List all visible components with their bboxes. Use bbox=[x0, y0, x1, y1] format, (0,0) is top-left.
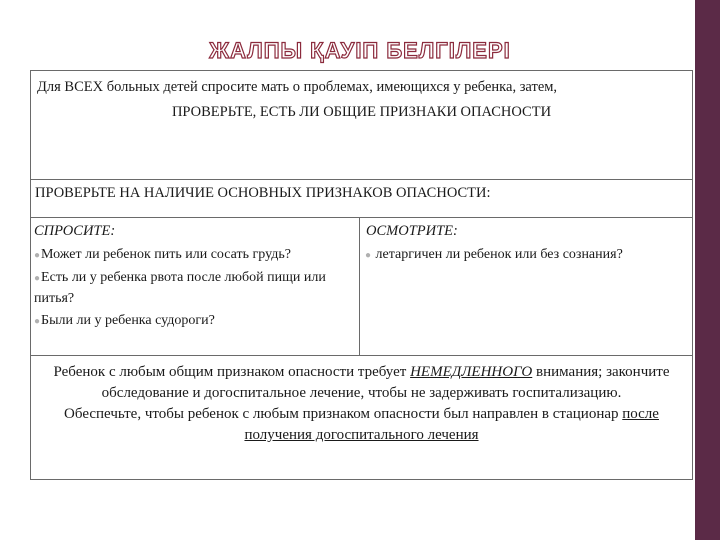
bullet-icon: ● bbox=[34, 316, 41, 327]
intro-line-2: ПРОВЕРЬТЕ, ЕСТЬ ЛИ ОБЩИЕ ПРИЗНАКИ ОПАСНОСТИ bbox=[171, 104, 552, 120]
summary-text bbox=[31, 362, 692, 446]
bullet-icon: ● bbox=[34, 250, 41, 261]
bullet-icon: ● bbox=[365, 250, 372, 261]
list-item: ● летаргичен ли ребенок или без сознания? bbox=[365, 247, 623, 262]
summary-cell bbox=[30, 356, 693, 480]
ask-list bbox=[34, 245, 354, 334]
decorative-side-band bbox=[695, 0, 720, 540]
bullet-icon: ● bbox=[34, 273, 41, 284]
ask-heading: СПРОСИТЕ: bbox=[34, 223, 116, 239]
list-item: ●Есть ли у ребенка рвота после любой пищи или питья? bbox=[34, 270, 326, 306]
ask-column bbox=[30, 218, 360, 356]
look-heading: ОСМОТРИТЕ: bbox=[366, 223, 458, 239]
intro-line-1: Для ВСЕХ больных детей спросите мать о проблемах, имеющихся у ребенка, затем, bbox=[37, 79, 558, 95]
page-title: ЖАЛПЫ ҚАУІП БЕЛГІЛЕРІ bbox=[209, 38, 511, 63]
list-item: ●Может ли ребенок пить или сосать грудь? bbox=[34, 247, 291, 262]
look-list bbox=[365, 245, 690, 266]
summary-paragraph-1: Ребенок с любым общим признаком опасности требует НЕМЕДЛЕННОГО внимания; закончите обследование и догоспитальное лечение, чтобы не задерживать госпитализацию. bbox=[53, 364, 670, 401]
check-main-heading: ПРОВЕРЬТЕ НА НАЛИЧИЕ ОСНОВНЫХ ПРИЗНАКОВ ОПАСНОСТИ: bbox=[35, 185, 491, 201]
check-main-cell bbox=[30, 180, 693, 218]
intro-cell bbox=[30, 70, 693, 180]
list-item: ●Были ли у ребенка судороги? bbox=[34, 313, 215, 328]
look-column bbox=[360, 218, 693, 356]
summary-paragraph-2: Обеспечьте, чтобы ребенок с любым признаком опасности был направлен в стационар после получения догоспитального лечения bbox=[64, 406, 659, 443]
